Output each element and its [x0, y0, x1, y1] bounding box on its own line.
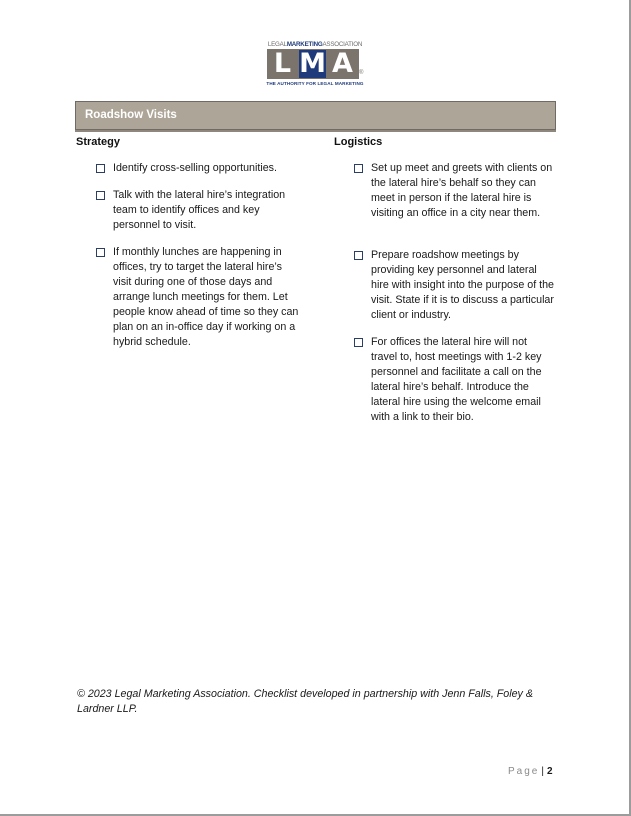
logistics-heading: Logistics: [334, 136, 383, 148]
section-banner: [75, 101, 556, 130]
checklist-item: For offices the lateral hire will not travel to, host meetings with 1-2 key personnel and facilitate a call on the lateral hire’s behalf. Introduce the lateral hire using the welcome email with a link to their bio.: [371, 336, 542, 423]
checkbox[interactable]: [96, 191, 105, 200]
checkbox[interactable]: [96, 164, 105, 173]
lma-logo: [265, 41, 365, 89]
logo-letter-l: L: [273, 48, 292, 79]
checkbox[interactable]: [354, 251, 363, 260]
page-number: Page | 2: [508, 766, 553, 777]
logo-letter-m: M: [299, 48, 326, 79]
checklist-item: Prepare roadshow meetings by providing key personnel and lateral hire with insight into the purpose of the visit. State if it is to discuss a particular client or industry.: [371, 249, 554, 321]
checklist-item: Talk with the lateral hire’s integration team to identify offices and key personnel to visit.: [113, 189, 286, 231]
checkbox[interactable]: [354, 164, 363, 173]
checkbox[interactable]: [354, 338, 363, 347]
strategy-heading: Strategy: [76, 136, 121, 148]
checklist-item: Identify cross-selling opportunities.: [113, 162, 277, 174]
section-title: Roadshow Visits: [85, 109, 177, 121]
logo-letter-block: [267, 49, 359, 79]
logo-tagline: THE AUTHORITY FOR LEGAL MARKETING: [266, 81, 364, 86]
logo-wordmark: LEGALMARKETINGASSOCIATION: [267, 41, 363, 48]
copyright-footer: © 2023 Legal Marketing Association. Checklist developed in partnership with Jenn Falls, Foley & Lardner LLP.: [77, 688, 533, 715]
registered-mark: ®: [359, 70, 364, 76]
checkbox[interactable]: [96, 248, 105, 257]
logo-letter-a: A: [332, 48, 353, 79]
checklist-item: Set up meet and greets with clients on the lateral hire’s behalf so they can meet in person if the lateral hire is visiting an office in a city near them.: [371, 162, 553, 219]
checklist-item: If monthly lunches are happening in offices, try to target the lateral hire’s visit during one of those days and arrange lunch meetings for them. Let people know ahead of time so they can plan on an in-office day if working on a hybrid schedule.: [113, 246, 299, 348]
